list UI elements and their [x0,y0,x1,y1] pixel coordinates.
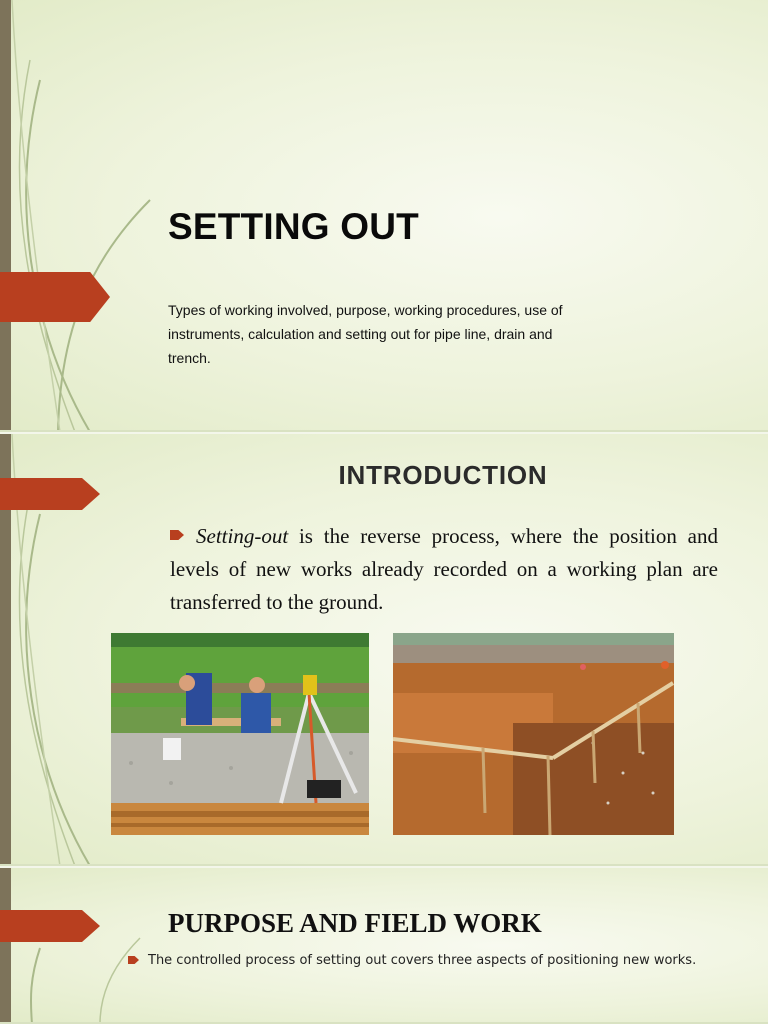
slide-title: PURPOSE AND FIELD WORK [168,908,542,938]
photo-surveyors [111,633,369,835]
bullet-item [128,953,708,968]
accent-tab [0,272,110,322]
swoosh-decoration [0,868,200,1024]
slide-1 [0,0,768,432]
arrow-bullet-icon [170,530,184,540]
bullet-text: is the reverse process, where the position and levels of new works already recorded on a working plan are transferred to the ground. [170,524,718,614]
slide-2 [0,434,768,866]
bullet-text: The controlled process of setting out covers three aspects of positioning new works. [148,953,697,968]
side-bar [0,868,11,1024]
side-bar [0,0,11,432]
emphasis-term: Setting-out [196,524,289,548]
slide-title: SETTING OUT [168,206,419,247]
photo-site-layout [393,633,674,835]
arrow-bullet-icon [128,956,139,964]
accent-tab [0,910,100,942]
slide-subtitle: Types of working involved, purpose, working procedures, use of instruments, calculation and setting out for pipe line, drain and trench. [168,302,563,366]
bullet-item [170,520,718,619]
slide-3 [0,868,768,1024]
slide-title: INTRODUCTION [338,460,548,490]
